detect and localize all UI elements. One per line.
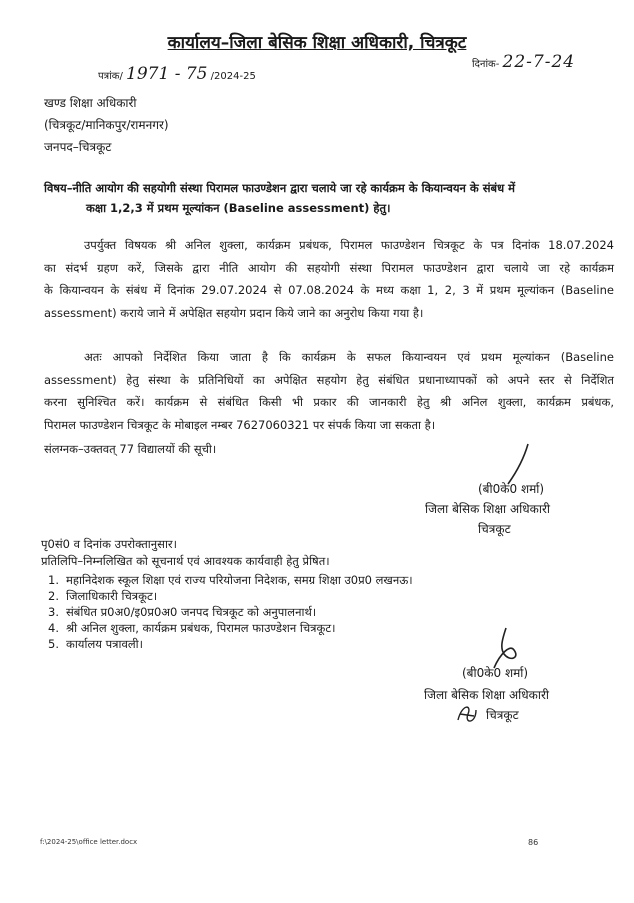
para1-line: assessment) कराये जाने में अपेक्षित सहयोग प्रदान किये जाने का अनुरोध किया गया है। [44, 305, 424, 320]
addressee-line-2: (चित्रकूट/मानिकपुर/रामनगर) [44, 118, 169, 132]
list-item: 1. महानिदेशक स्कूल शिक्षा एवं राज्य परियोजना निदेशक, समग्र शिक्षा उ0प्र0 लखनऊ। [48, 573, 413, 587]
letter-number [98, 64, 256, 84]
addressee-line-1: खण्ड शिक्षा अधिकारी [44, 96, 137, 110]
body-paragraph-2 [44, 346, 614, 436]
list-item: 3. संबंधित प्र0अ0/इ0प्र0अ0 जनपद चित्रकूट को अनुपालनार्थ। [48, 605, 317, 619]
signature1-name: (बी0के0 शर्मा) [478, 482, 545, 496]
footer-file-path: f:\2024-25\office letter.docx [40, 838, 138, 846]
signature2-designation: जिला बेसिक शिक्षा अधिकारी [424, 688, 549, 702]
list-item: 4. श्री अनिल शुक्ला, कार्यक्रम प्रबंधक, पिरामल फाउण्डेशन चित्रकूट। [48, 621, 336, 635]
patrank-year: /2024-25 [210, 71, 256, 82]
subject-block [44, 178, 614, 218]
enclosure-note: संलग्नक–उक्तवत् 77 विद्यालयों की सूची। [44, 442, 217, 456]
copy-heading: प्रतिलिपि–निम्नलिखित को सूचनार्थ एवं आवश्यक कार्यवाही हेतु प्रेषित। [41, 554, 330, 568]
copy-list [44, 572, 413, 652]
dinank-label: दिनांक- [472, 59, 500, 70]
letter-date [472, 52, 575, 72]
list-item: 5. कार्यालय पत्रावली। [48, 637, 143, 651]
copy-reference: पृ0सं0 व दिनांक उपरोक्तानुसार। [41, 537, 177, 551]
para2-line: पिरामल फाउण्डेशन चित्रकूट के मोबाइल नम्बर 7627060321 पर संपर्क किया जा सकता है। [44, 417, 436, 432]
signature1-place: चित्रकूट [478, 522, 511, 536]
addressee-line-3: जनपद–चित्रकूट [44, 140, 112, 154]
signature2-place: चित्रकूट [486, 708, 519, 722]
footer-page-number: 86 [528, 838, 539, 847]
para1-line: उपर्युक्त विषयक श्री अनिल शुक्ला, कार्यक्रम प्रबंधक, पिरामल फाउण्डेशन चित्रकूट के पत्र दिनांक 18.07.2024 [84, 238, 614, 252]
signature2-name: (बी0के0 शर्मा) [462, 666, 529, 680]
patrank-label: पत्रांक/ [98, 71, 123, 82]
para1-line: का संदर्भ ग्रहण करें, जिसके द्वारा नीति आयोग की सहयोगी संस्था पिरामल फाउण्डेशन द्वारा चलाये जा रहे कार्यक्रम [44, 260, 614, 275]
subject-line-1: विषय–नीति आयोग की सहयोगी संस्था पिरामल फाउण्डेशन द्वारा चलाये जा रहे कार्यक्रम के कियान्वयन के संबंध में [44, 181, 516, 195]
initials-mark [454, 700, 480, 728]
para1-line: के कियान्वयन के संबंध में दिनांक 29.07.2024 से 07.08.2024 के मध्य कक्षा 1, 2, 3 में प्रथम मूल्यांकन (Baseline [44, 283, 614, 297]
signature1-designation: जिला बेसिक शिक्षा अधिकारी [425, 502, 550, 516]
para2-line: assessment) हेतु संस्था के प्रतिनिधियों का अपेक्षित सहयोग हेतु संबंधित प्रधानाध्यापकों को अपने स्तर से निर्देशित [44, 372, 614, 387]
dinank-handwritten-value: 22-7-24 [502, 52, 576, 72]
para2-line: करना सुनिश्चित करें। कार्यक्रम से संबंधित किसी भी प्रकार की जानकारी हेतु श्री अनिल शुक्ला, कार्यक्रम प्रबंधक, [44, 395, 614, 409]
list-item: 2. जिलाधिकारी चित्रकूट। [48, 589, 158, 603]
body-paragraph-1 [44, 234, 614, 324]
patrank-handwritten-number: 1971 - 75 [126, 64, 208, 84]
office-title: कार्यालय–जिला बेसिक शिक्षा अधिकारी, चित्रकूट [167, 33, 467, 53]
subject-line-2: कक्षा 1,2,3 में प्रथम मूल्यांकन (Baseline assessment) हेतु। [86, 201, 391, 215]
para2-line: अतः आपको निर्देशित किया जाता है कि कार्यक्रम के सफल कियान्वयन एवं प्रथम मूल्यांकन (Baseline [84, 350, 614, 364]
